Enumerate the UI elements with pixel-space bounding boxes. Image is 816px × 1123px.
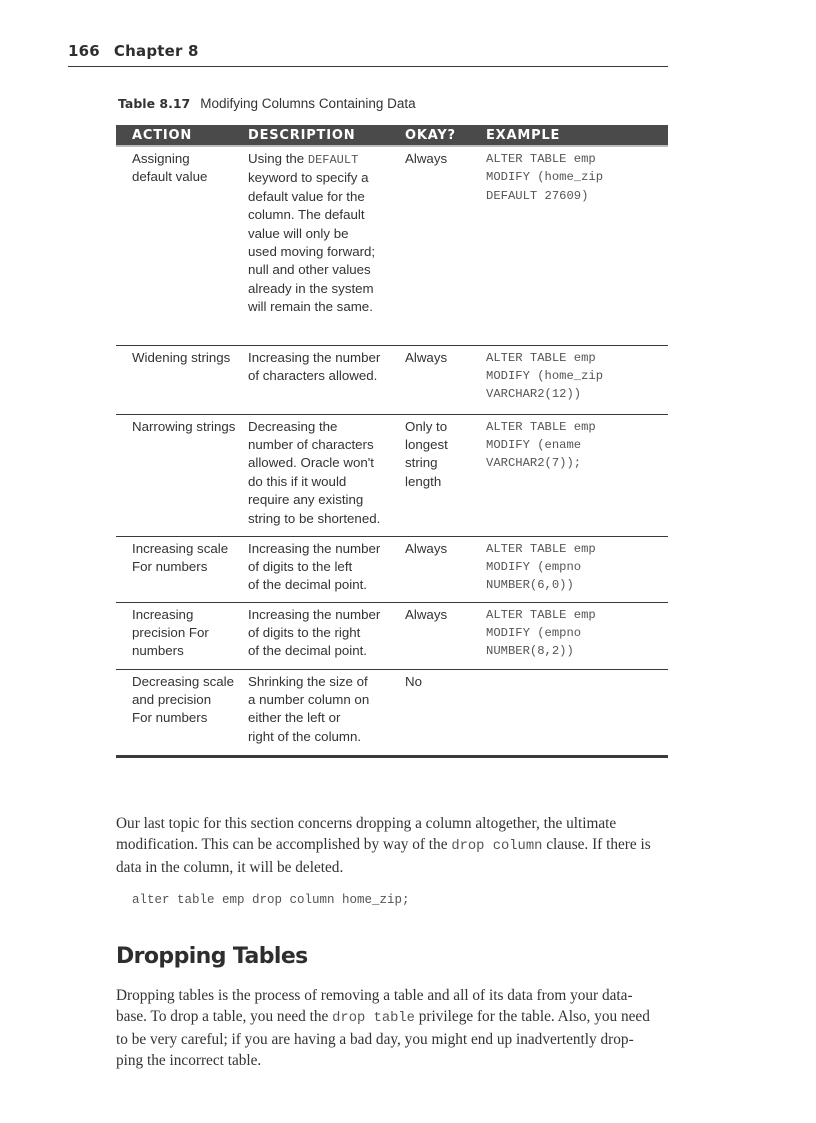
inline-code: DEFAULT — [307, 153, 359, 167]
cell-action: Decreasing scale and precision For numbers — [116, 669, 246, 756]
section-heading: Dropping Tables — [116, 944, 308, 969]
cell-action: Widening strings — [116, 345, 246, 414]
paragraph-line: ping the incorrect table. — [116, 1052, 262, 1069]
paragraph-dropping-tables — [116, 985, 670, 1071]
column-header-description: DESCRIPTION — [246, 125, 403, 146]
cell-action: Assigning default value — [116, 146, 246, 345]
cell-description: Increasing the number of digits to the left of the decimal point. — [246, 536, 403, 602]
paragraph-drop-column — [116, 813, 670, 878]
table-caption-title: Modifying Columns Containing Data — [200, 96, 416, 111]
cell-example: ALTER TABLE emp MODIFY (home_zip DEFAULT 27609) — [480, 146, 668, 345]
cell-example: ALTER TABLE emp MODIFY (empno NUMBER(6,0)) — [480, 536, 668, 602]
page-number: 166 — [68, 42, 100, 60]
cell-example — [480, 669, 668, 756]
cell-description: Increasing the number of characters allowed. — [246, 345, 403, 414]
column-header-action: ACTION — [116, 125, 246, 146]
table-caption-label: Table 8.17 — [118, 96, 191, 111]
table-row — [116, 602, 668, 669]
cell-action: Increasing precision For numbers — [116, 602, 246, 669]
table-row — [116, 345, 668, 414]
chapter-title: Chapter 8 — [113, 42, 199, 60]
cell-okay: Only to longest string length — [403, 414, 480, 536]
table-row — [116, 146, 668, 345]
cell-okay: Always — [403, 146, 480, 345]
cell-description: Decreasing the number of characters allowed. Oracle won't do this if it would require any existing string to be shortened. — [246, 414, 403, 536]
cell-okay: Always — [403, 602, 480, 669]
code-example: alter table emp drop column home_zip; — [132, 893, 410, 907]
paragraph-line: data in the column, it will be deleted. — [116, 859, 344, 876]
cell-example: ALTER TABLE emp MODIFY (ename VARCHAR2(7)); — [480, 414, 668, 536]
cell-description: Using the DEFAULT keyword to specify a default value for the column. The default value will only be used moving forward; null and other values already in the system will remain the same. — [246, 146, 403, 345]
table-row — [116, 669, 668, 756]
cell-action: Increasing scale For numbers — [116, 536, 246, 602]
cell-example: ALTER TABLE emp MODIFY (home_zip VARCHAR2(12)) — [480, 345, 668, 414]
cell-description: Shrinking the size of a number column on either the left or right of the column. — [246, 669, 403, 756]
paragraph-line: Dropping tables is the process of removing a table and all of its data from your data- — [116, 987, 633, 1004]
running-head — [68, 42, 668, 67]
inline-code: drop column — [451, 839, 543, 854]
cell-description: Increasing the number of digits to the right of the decimal point. — [246, 602, 403, 669]
paragraph-line: base. To drop a table, you need the drop table privilege for the table. Also, you need — [116, 1008, 650, 1026]
modify-columns-table — [116, 125, 668, 758]
inline-code: drop table — [332, 1011, 415, 1026]
column-header-okay: OKAY? — [403, 125, 480, 146]
cell-okay: Always — [403, 536, 480, 602]
cell-okay: No — [403, 669, 480, 756]
cell-okay: Always — [403, 345, 480, 414]
paragraph-line: Our last topic for this section concerns dropping a column altogether, the ultimate — [116, 815, 617, 832]
table-row — [116, 414, 668, 536]
table-caption — [118, 96, 416, 111]
cell-example: ALTER TABLE emp MODIFY (empno NUMBER(8,2)) — [480, 602, 668, 669]
cell-action: Narrowing strings — [116, 414, 246, 536]
column-header-example: EXAMPLE — [480, 125, 668, 146]
paragraph-line: modification. This can be accomplished by way of the drop column clause. If there is — [116, 836, 651, 854]
table-row — [116, 536, 668, 602]
paragraph-line: to be very careful; if you are having a bad day, you might end up inadvertently drop- — [116, 1031, 634, 1048]
table-header-row — [116, 125, 668, 146]
